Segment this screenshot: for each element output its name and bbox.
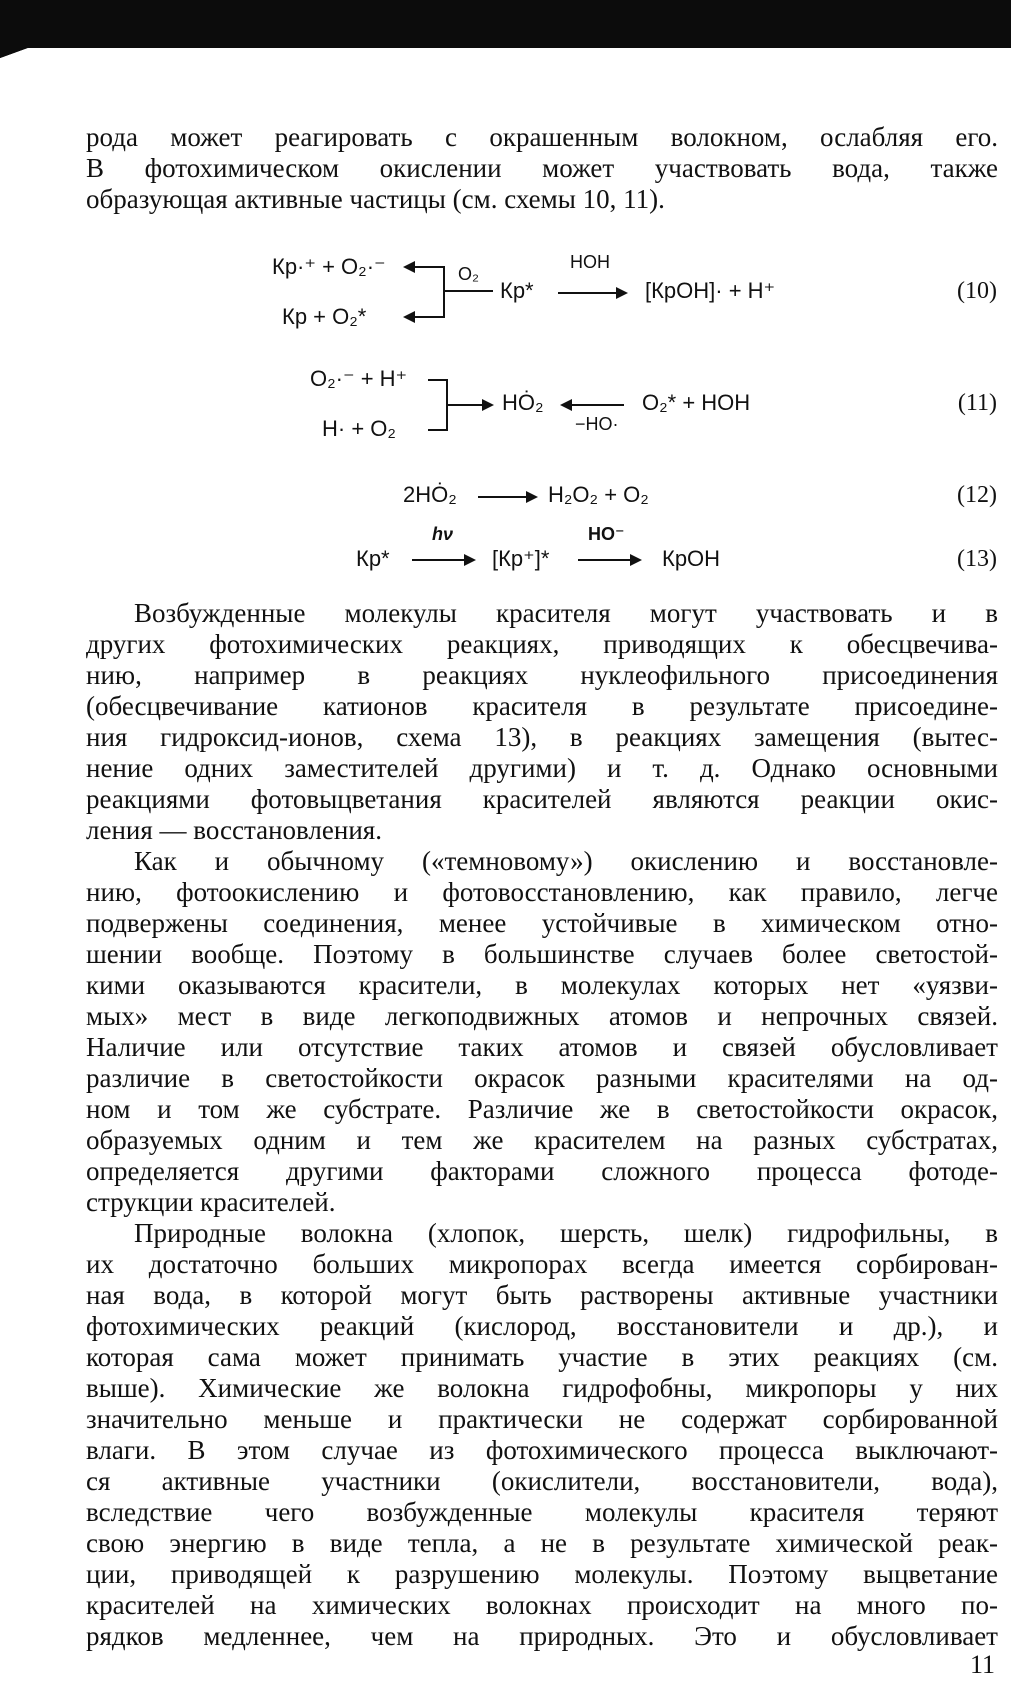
text-line: подвержены соединения, менее устойчивые в химическом отно- xyxy=(86,908,998,938)
eq11-arrow-back xyxy=(562,404,624,406)
text-line: струкции красителей. xyxy=(86,1187,336,1217)
text-line: Природные волокна (хлопок, шерсть, шелк) гидрофильны, в xyxy=(134,1218,998,1248)
text-line: их достаточно больших микропорах всегда имеется сорбирован- xyxy=(86,1249,998,1279)
eq13-number: (13) xyxy=(957,546,997,572)
text-line: кими оказываются красители, в молекулах которых нет «уязви- xyxy=(86,970,998,1000)
text-line: значительно меньше и практически не содержат сорбированной xyxy=(86,1404,998,1434)
eq10-left-bottom: Кр + O₂* xyxy=(282,304,367,329)
text-line: фотохимических реакций (кислород, восстановители и др.), и xyxy=(86,1311,998,1341)
text-line: Как и обычному («темновому») окислению и восстановле- xyxy=(134,846,998,876)
eq10-center: Кр* xyxy=(500,278,534,303)
eq11-number: (11) xyxy=(957,390,997,416)
text-line: красителей на химических волокнах происходит на много по- xyxy=(86,1590,998,1620)
text-line: нию, например в реакциях нуклеофильного присоединения xyxy=(86,660,998,690)
equation-10 xyxy=(0,250,1011,340)
paragraph-1 xyxy=(86,598,998,846)
eq11-under-arrow: −HO· xyxy=(575,414,619,434)
eq13-right: КрOH xyxy=(662,546,721,571)
text-line: образующая активные частицы (см. схемы 10, 11). xyxy=(86,184,665,214)
eq12-number: (12) xyxy=(957,482,997,508)
eq12-right: H₂O₂ + O₂ xyxy=(548,482,649,507)
eq10-arrow-main xyxy=(558,292,626,294)
text-line: мых» мест в виде легкоподвижных атомов и непрочных связей. xyxy=(86,1001,998,1031)
text-line: влаги. В этом случае из фотохимического процесса выключают- xyxy=(86,1435,998,1465)
text-line: ления — восстановления. xyxy=(86,815,382,845)
paragraph-3 xyxy=(86,1218,998,1652)
text-line: которая сама может принимать участие в этих реакциях (см. xyxy=(86,1342,998,1372)
text-line: свою энергию в виде тепла, а не в результате химической реак- xyxy=(86,1528,998,1558)
eq13-over-arrow-1: hν xyxy=(432,524,454,544)
text-line: Наличие или отсутствие таких атомов и связей обусловливает xyxy=(86,1032,998,1062)
eq11-left-top: O₂·⁻ + H⁺ xyxy=(310,366,408,391)
eq11-right: O₂* + HOH xyxy=(642,390,751,415)
text-line: ции, приводящей к разрушению молекулы. Поэтому выцветание xyxy=(86,1559,998,1589)
eq10-over-arrow: HOH xyxy=(570,252,610,272)
eq13-arrow-2 xyxy=(578,559,640,561)
text-line: нию, фотоокислению и фотовосстановлению, как правило, легче xyxy=(86,877,998,907)
eq13-over-arrow-2: HO⁻ xyxy=(588,524,625,544)
eq10-arrow-bottom xyxy=(405,316,443,318)
text-line: ная вода, в которой могут быть растворены активные участники xyxy=(86,1280,998,1310)
text-line: В фотохимическом окислении может участвовать вода, также xyxy=(86,153,998,183)
eq10-reagent: O₂ xyxy=(458,264,479,284)
eq13-left: Кр* xyxy=(356,546,390,571)
text-line: выше). Химические же волокна гидрофобны, микропоры у них xyxy=(86,1373,998,1403)
text-line: рядков медленнее, чем на природных. Это и обусловливает xyxy=(86,1621,998,1651)
eq11-center: HȮ₂ xyxy=(502,390,544,415)
text-line: ном и том же субстрате. Различие же в светостойкости окрасок, xyxy=(86,1094,998,1124)
eq13-arrow-1 xyxy=(412,559,474,561)
text-line: ся активные участники (окислители, восстановители, вода), xyxy=(86,1466,998,1496)
equation-12 xyxy=(0,478,1011,518)
text-line: образуемых одним и тем же красителем на разных субстратах, xyxy=(86,1125,998,1155)
eq11-arrow-forward xyxy=(446,404,492,406)
eq10-arrow-top xyxy=(405,266,443,268)
eq11-line-bottom xyxy=(428,429,446,431)
text-line: реакциями фотовыцветания красителей являются реакции окис- xyxy=(86,784,998,814)
paragraph-2 xyxy=(86,846,998,1218)
equation-13 xyxy=(0,524,1011,578)
eq11-left-bottom: H· + O₂ xyxy=(322,416,396,441)
intro-paragraph xyxy=(86,122,998,215)
eq12-arrow xyxy=(478,496,536,498)
eq10-left-top: Кр·⁺ + O₂·⁻ xyxy=(272,254,386,279)
text-line: Возбужденные молекулы красителя могут участвовать и в xyxy=(134,598,998,628)
scan-top-border xyxy=(0,0,1011,48)
equation-11 xyxy=(0,362,1011,452)
text-line: различие в светостойкости окрасок разными красителями на од- xyxy=(86,1063,998,1093)
text-line: рода может реагировать с окрашенным волокном, ослабляя его. xyxy=(86,122,998,152)
text-line: (обесцвечивание катионов красителя в результате присоедине- xyxy=(86,691,998,721)
eq11-line-top xyxy=(428,379,446,381)
text-line: вследствие чего возбужденные молекулы красителя теряют xyxy=(86,1497,998,1527)
text-line: ния гидроксид-ионов, схема 13), в реакциях замещения (вытес- xyxy=(86,722,998,752)
eq10-branch xyxy=(443,290,493,292)
eq10-number: (10) xyxy=(957,278,997,304)
eq12-left: 2HȮ₂ xyxy=(403,482,457,507)
text-line: определяется другими факторами сложного процесса фотоде- xyxy=(86,1156,998,1186)
text-line: шении вообще. Поэтому в большинстве случаев более светостой- xyxy=(86,939,998,969)
text-line: других фотохимических реакциях, приводящих к обесцвечива- xyxy=(86,629,998,659)
text-line: нение одних заместителей другими) и т. д. Однако основными xyxy=(86,753,998,783)
eq10-product: [КрOH]· + H⁺ xyxy=(645,278,776,303)
eq10-bracket xyxy=(443,266,445,318)
page-number: 11 xyxy=(969,1650,995,1679)
eq13-middle: [Кр⁺]* xyxy=(492,546,550,571)
